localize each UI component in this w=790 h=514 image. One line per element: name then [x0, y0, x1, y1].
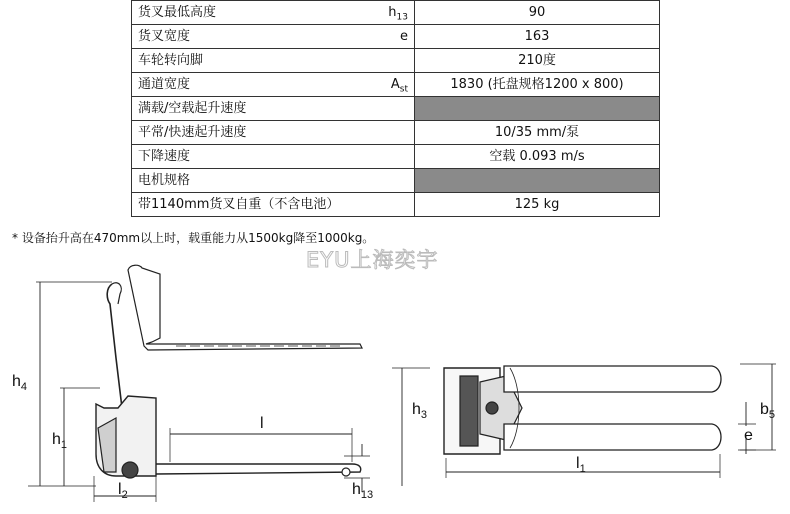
spec-value: 空载 0.093 m/s — [415, 145, 660, 169]
dim-h13: $h_{13}$ — [352, 481, 374, 501]
spec-row — [132, 121, 660, 145]
spec-label-text: 下降速度 — [138, 149, 191, 164]
spec-label-text: 货叉宽度 — [138, 29, 191, 44]
top-view-fork-lower — [504, 424, 721, 450]
spec-label — [132, 145, 415, 169]
spec-label-text: 车轮转向脚 — [138, 53, 204, 68]
dim-l1: $l_1$ — [576, 455, 586, 475]
spec-label-text: 带1140mm货叉自重（不含电池） — [138, 197, 340, 212]
dim-h4: $h_4$ — [12, 373, 28, 393]
spec-row — [132, 97, 660, 121]
spec-table — [131, 0, 660, 217]
spec-symbol: $A_{st}$ — [390, 77, 408, 95]
dim-l: l — [260, 415, 264, 432]
spec-label — [132, 25, 415, 49]
spec-label-text: 满载/空载起升速度 — [138, 101, 247, 116]
spec-label-text: 电机规格 — [138, 173, 191, 188]
footnote: * 设备抬升高在470mm以上时，载重能力从1500kg降至1000kg。 — [12, 231, 375, 245]
spec-value: 10/35 mm/泵 — [415, 121, 660, 145]
technical-drawing — [0, 258, 790, 514]
spec-row — [132, 73, 660, 97]
tiller-handle — [107, 284, 122, 408]
spec-label — [132, 73, 415, 97]
spec-row — [132, 1, 660, 25]
spec-value: 1830 (托盘规格1200 x 800) — [415, 73, 660, 97]
raised-fork-outline — [128, 265, 362, 350]
spec-label — [132, 169, 415, 193]
spec-label-text: 通道宽度 — [138, 77, 191, 92]
spec-row — [132, 49, 660, 73]
spec-label-text: 平常/快速起升速度 — [138, 125, 247, 140]
spec-row — [132, 193, 660, 217]
spec-label — [132, 193, 415, 217]
spec-value: 163 — [415, 25, 660, 49]
spec-value — [415, 97, 660, 121]
spec-row — [132, 145, 660, 169]
spec-value: 125 kg — [415, 193, 660, 217]
spec-label — [132, 49, 415, 73]
dim-l2: $l_2$ — [118, 481, 128, 501]
dim-b5: $b_5$ — [760, 401, 776, 421]
spec-label — [132, 97, 415, 121]
spec-symbol: $h_{13}$ — [388, 5, 408, 23]
spec-label — [132, 121, 415, 145]
watermark: EYU上海奕宇 — [306, 248, 439, 272]
fork-lowered — [156, 464, 361, 474]
spec-value: 90 — [415, 1, 660, 25]
spec-label — [132, 1, 415, 25]
dim-h3: $h_3$ — [412, 401, 428, 421]
spec-value — [415, 169, 660, 193]
spec-value: 210度 — [415, 49, 660, 73]
spec-label-text: 货叉最低高度 — [138, 5, 217, 20]
spec-row — [132, 169, 660, 193]
dim-e: e — [744, 427, 753, 444]
spec-row — [132, 25, 660, 49]
spec-symbol: e — [400, 29, 408, 44]
dim-h1: $h_1$ — [52, 431, 68, 451]
drive-wheel — [122, 462, 138, 478]
top-view-fork-upper — [504, 366, 721, 392]
